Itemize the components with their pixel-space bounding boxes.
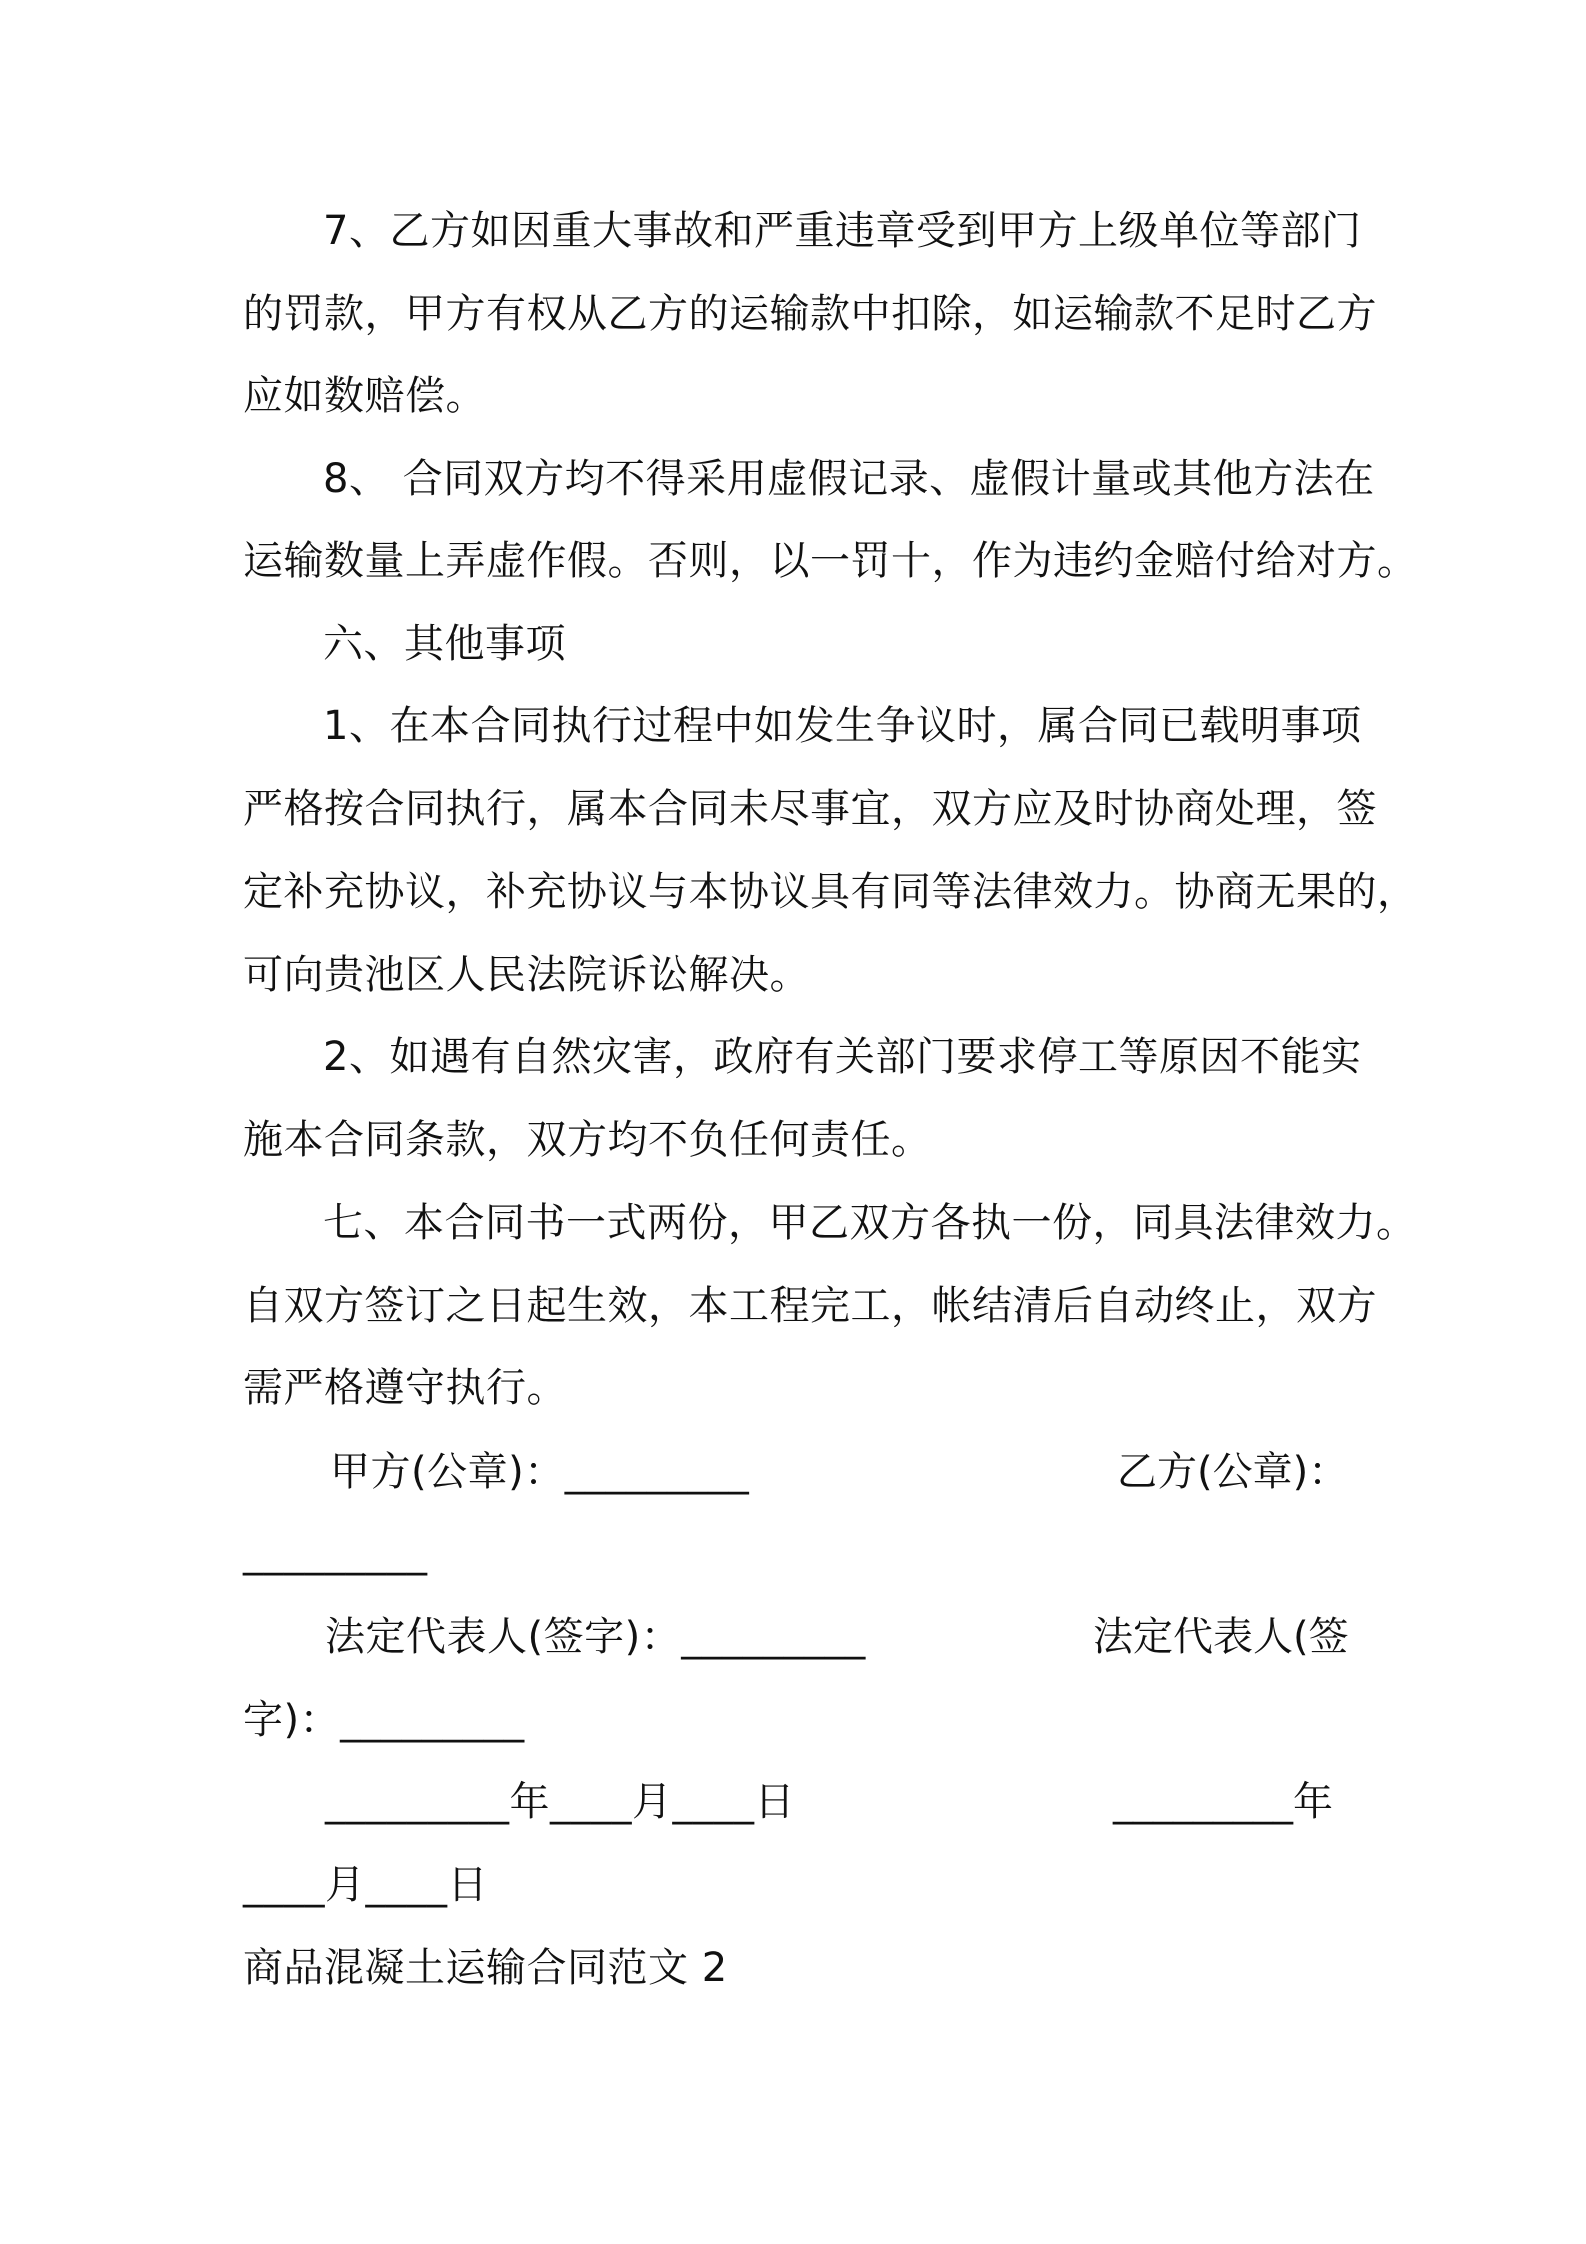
party-a-representative: 法定代表人(签字)：_________ [325,1614,866,1660]
clause-7-line-2: 的罚款，甲方有权从乙方的运输款中扣除，如运输款不足时乙方 [243,291,1377,337]
clause-7-line-3: 应如数赔偿。 [243,373,486,419]
next-section-title: 商品混凝土运输合同范文 2 [243,1945,728,1991]
party-b-date: _________年 [1113,1779,1333,1825]
clause-8-line-1: 8、 合同双方均不得采用虚假记录、虚假计量或其他方法在 [323,456,1375,502]
party-b-seal: 乙方(公章)： [1117,1449,1349,1495]
section-6-item-1-line-4: 可向贵池区人民法院诉讼解决。 [243,952,810,998]
section-6-item-1-line-2: 严格按合同执行，属本合同未尽事宜，双方应及时协商处理，签 [243,786,1377,832]
section-6-item-1-line-1: 1、在本合同执行过程中如发生争议时，属合同已载明事项 [323,703,1362,749]
clause-7-line-1: 7、乙方如因重大事故和严重违章受到甲方上级单位等部门 [323,208,1362,254]
party-a-date: _________年____月____日 [325,1779,795,1825]
party-b-representative: 法定代表人(签 [1093,1614,1349,1660]
party-a-seal: 甲方(公章)：_________ [330,1449,750,1495]
section-6-heading: 六、其他事项 [323,621,566,667]
clause-8-line-2: 运输数量上弄虚作假。否则，以一罚十，作为违约金赔付给对方。 [243,538,1418,584]
section-6-item-2-line-2: 施本合同条款，双方均不负任何责任。 [243,1117,932,1163]
section-6-item-2-line-1: 2、如遇有自然灾害，政府有关部门要求停工等原因不能实 [323,1034,1362,1080]
party-b-date-cont: ____月____日 [243,1862,488,1908]
party-b-representative-cont: 字)：_________ [243,1697,525,1743]
section-7-line-1: 七、本合同书一式两份，甲乙双方各执一份，同具法律效力。 [323,1200,1417,1246]
party-b-seal-blank: _________ [243,1530,428,1576]
section-7-line-2: 自双方签订之日起生效，本工程完工，帐结清后自动终止，双方 [243,1283,1377,1329]
section-7-line-3: 需严格遵守执行。 [243,1365,567,1411]
section-6-item-1-line-3: 定补充协议，补充协议与本协议具有同等法律效力。协商无果的， [243,869,1418,915]
